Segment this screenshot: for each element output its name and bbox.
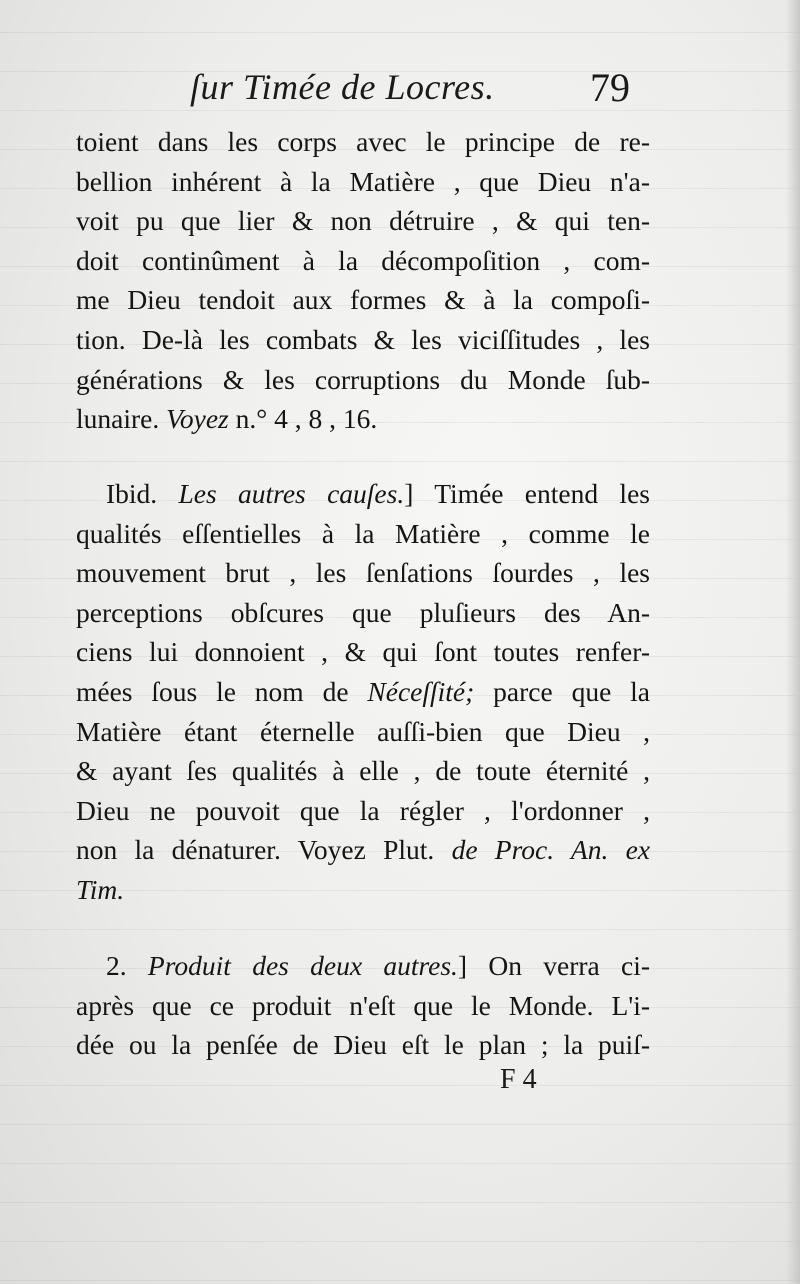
text-line: [76, 360, 650, 400]
page-edge-shadow: [786, 0, 800, 1284]
italic-run: Les autres cauſes.: [178, 478, 405, 509]
text-run: 2.: [106, 950, 148, 981]
text-run: parce que la: [474, 675, 650, 707]
text-run: & ayant ſes qualités à elle , de toute éternité ,: [76, 755, 650, 787]
text-run: mées ſous le nom de: [76, 675, 368, 707]
signature-mark: F 4: [500, 1064, 537, 1095]
text-line: [76, 672, 650, 712]
text-run: doit continûment à la décompoſition , com-: [76, 244, 650, 276]
text-run: qualités eſſentielles à la Matière , comme le: [76, 517, 650, 549]
text-line: [76, 280, 650, 320]
italic-run: Néceſſité;: [367, 675, 475, 707]
text-run: après que ce produit n'eſt que le Monde. L'i-: [76, 989, 650, 1021]
italic-run: Produit des deux autres.: [147, 950, 458, 981]
text-line: [76, 870, 650, 910]
text-line: [76, 1025, 650, 1065]
text-run: ] Timée entend les: [404, 478, 650, 509]
italic-run: Tim.: [76, 873, 125, 905]
text-line: [76, 632, 650, 672]
text-line: [76, 553, 650, 593]
text-line: [76, 241, 650, 281]
text-line: [76, 162, 650, 202]
paragraph-1: [76, 122, 650, 439]
text-run: n.° 4 , 8 , 16.: [228, 403, 378, 435]
text-run: Matière étant éternelle auſſi-bien que Dieu ,: [76, 715, 650, 747]
page-number: 79: [590, 65, 630, 110]
text-line: [76, 946, 650, 986]
text-run: Dieu ne pouvoit que la régler , l'ordonner ,: [76, 794, 650, 826]
text-line: [76, 320, 650, 360]
text-line: [76, 593, 650, 633]
text-line: [76, 791, 650, 831]
text-run: générations & les corruptions du Monde ſub-: [76, 363, 650, 395]
paragraph-2: [76, 474, 650, 910]
text-run: mouvement brut , les ſenſations ſourdes , les: [76, 557, 650, 589]
text-run: ] On verra ci-: [457, 950, 651, 981]
text-line: [76, 474, 650, 514]
italic-run: de Proc. An. ex: [451, 834, 650, 866]
text-run: Ibid.: [106, 478, 179, 509]
text-run: voit pu que lier & non détruire , & qui ten-: [76, 205, 650, 237]
text-run: perceptions obſcures que pluſieurs des An-: [76, 596, 650, 628]
text-line: [76, 514, 650, 554]
text-run: ciens lui donnoient , & qui ſont toutes renfer-: [76, 636, 650, 668]
text-line: [76, 712, 650, 752]
text-line: [76, 986, 650, 1026]
running-title: ſur Timée de Locres.: [190, 67, 495, 107]
text-run: me Dieu tendoit aux formes & à la compoſi-: [76, 284, 650, 316]
running-head: [190, 62, 650, 112]
text-line: [76, 399, 650, 439]
text-run: bellion inhérent à la Matière , que Dieu n'a-: [76, 165, 650, 197]
text-run: non la dénaturer. Voyez Plut.: [76, 834, 452, 866]
text-run: toient dans les corps avec le principe de re-: [76, 126, 650, 157]
text-run: lunaire.: [76, 403, 167, 435]
text-line: [76, 751, 650, 791]
text-line: [76, 830, 650, 870]
text-run: dée ou la penſée de Dieu eſt le plan ; la puiſ-: [76, 1029, 650, 1061]
text-run: tion. De-là les combats & les viciſſitudes , les: [76, 323, 650, 355]
italic-run: Voyez: [166, 403, 229, 435]
text-line: [76, 122, 650, 162]
text-line: [76, 201, 650, 241]
paragraph-3: [76, 946, 650, 1065]
